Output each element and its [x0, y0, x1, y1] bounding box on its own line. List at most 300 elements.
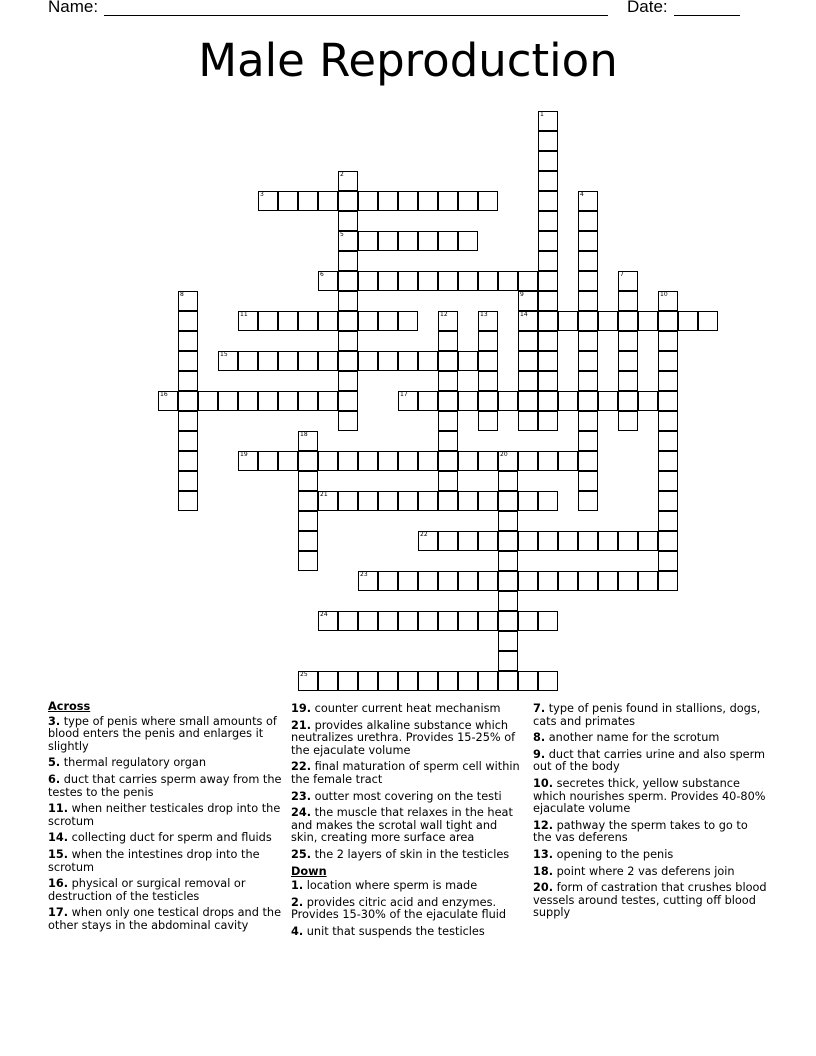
grid-cell[interactable] — [258, 351, 278, 371]
grid-cell[interactable] — [398, 191, 418, 211]
grid-cell[interactable] — [658, 531, 678, 551]
grid-cell[interactable] — [618, 531, 638, 551]
grid-cell[interactable] — [518, 571, 538, 591]
grid-cell[interactable] — [458, 491, 478, 511]
grid-cell[interactable] — [618, 571, 638, 591]
grid-cell[interactable] — [318, 351, 338, 371]
grid-cell[interactable] — [498, 471, 518, 491]
grid-cell[interactable] — [318, 391, 338, 411]
grid-cell[interactable] — [518, 611, 538, 631]
clue-across-19: 19. counter current heat mechanism — [291, 702, 501, 715]
grid-cell[interactable] — [518, 331, 538, 351]
grid-cell[interactable] — [458, 531, 478, 551]
grid-cell[interactable] — [478, 451, 498, 471]
grid-cell[interactable] — [458, 571, 478, 591]
grid-cell[interactable] — [438, 471, 458, 491]
grid-cell[interactable] — [218, 391, 238, 411]
grid-cell[interactable] — [558, 391, 578, 411]
grid-cell[interactable] — [478, 531, 498, 551]
grid-cell[interactable] — [638, 531, 658, 551]
grid-cell[interactable] — [658, 411, 678, 431]
grid-cell[interactable] — [538, 291, 558, 311]
grid-cell[interactable] — [318, 451, 338, 471]
grid-cell[interactable] — [478, 411, 498, 431]
grid-cell[interactable] — [618, 271, 638, 291]
grid-cell[interactable] — [378, 671, 398, 691]
grid-cell[interactable] — [478, 671, 498, 691]
name-label: Name: — [48, 0, 99, 16]
grid-cell[interactable] — [438, 311, 458, 331]
grid-cell[interactable] — [578, 451, 598, 471]
grid-cell[interactable] — [538, 311, 558, 331]
grid-cell[interactable] — [298, 511, 318, 531]
grid-cell[interactable] — [518, 671, 538, 691]
grid-cell[interactable] — [438, 431, 458, 451]
grid-cell[interactable] — [378, 571, 398, 591]
grid-cell[interactable] — [538, 231, 558, 251]
grid-cell[interactable] — [578, 271, 598, 291]
grid-cell[interactable] — [538, 411, 558, 431]
date-line[interactable] — [674, 15, 740, 16]
grid-cell[interactable] — [278, 351, 298, 371]
grid-cell[interactable] — [278, 191, 298, 211]
grid-cell[interactable] — [378, 351, 398, 371]
grid-cell[interactable] — [478, 391, 498, 411]
page-title: Male Reproduction — [198, 34, 618, 87]
grid-cell[interactable] — [338, 491, 358, 511]
grid-cell[interactable] — [498, 391, 518, 411]
grid-cell[interactable] — [518, 411, 538, 431]
grid-cell[interactable] — [298, 391, 318, 411]
grid-cell[interactable] — [438, 271, 458, 291]
grid-cell[interactable] — [338, 331, 358, 351]
grid-cell[interactable] — [578, 491, 598, 511]
grid-cell[interactable] — [298, 451, 318, 471]
grid-cell[interactable] — [458, 191, 478, 211]
grid-cell[interactable] — [338, 391, 358, 411]
grid-cell[interactable] — [278, 311, 298, 331]
grid-cell[interactable] — [578, 471, 598, 491]
grid-cell[interactable] — [538, 171, 558, 191]
grid-cell[interactable] — [518, 391, 538, 411]
grid-cell[interactable] — [618, 331, 638, 351]
grid-cell[interactable] — [638, 571, 658, 591]
grid-cell[interactable] — [458, 271, 478, 291]
grid-cell[interactable] — [318, 191, 338, 211]
clue-number-label: 5 — [340, 231, 344, 238]
grid-cell[interactable] — [658, 431, 678, 451]
clue-across-14: 14. collecting duct for sperm and fluids — [48, 831, 272, 845]
grid-cell[interactable] — [178, 471, 198, 491]
grid-cell[interactable] — [178, 451, 198, 471]
grid-cell[interactable] — [638, 391, 658, 411]
clue-across-16: 16. physical or surgical removal or destruction of the testicles — [48, 877, 246, 903]
clue-across-5: 5. thermal regulatory organ — [48, 756, 207, 770]
clue-number-label: 14 — [520, 311, 528, 318]
grid-cell[interactable] — [458, 391, 478, 411]
grid-cell[interactable] — [418, 611, 438, 631]
grid-cell[interactable] — [618, 351, 638, 371]
grid-cell[interactable] — [618, 291, 638, 311]
across-heading: Across — [48, 700, 91, 713]
grid-cell[interactable] — [438, 331, 458, 351]
grid-cell[interactable] — [438, 371, 458, 391]
grid-cell[interactable] — [678, 311, 698, 331]
grid-cell[interactable] — [358, 311, 378, 331]
grid-cell[interactable] — [358, 571, 378, 591]
grid-cell[interactable] — [178, 311, 198, 331]
grid-cell[interactable] — [478, 611, 498, 631]
grid-cell[interactable] — [618, 371, 638, 391]
clue-down-9: 9. duct that carries urine and also sperm out of the body — [533, 747, 766, 774]
grid-cell[interactable] — [338, 311, 358, 331]
grid-cell[interactable] — [598, 531, 618, 551]
clue-across-24: 24. the muscle that relaxes in the heat and makes the scrotal wall tight and skin, creating more surface area — [291, 806, 513, 845]
grid-cell[interactable] — [378, 191, 398, 211]
clue-number-label: 19 — [240, 451, 248, 458]
grid-cell[interactable] — [438, 411, 458, 431]
grid-cell[interactable] — [418, 231, 438, 251]
grid-cell[interactable] — [578, 211, 598, 231]
clue-number-label: 8 — [180, 291, 184, 298]
grid-cell[interactable] — [458, 671, 478, 691]
grid-cell[interactable] — [538, 271, 558, 291]
clue-number-label: 2 — [340, 171, 344, 178]
grid-cell[interactable] — [478, 571, 498, 591]
grid-cell[interactable] — [398, 351, 418, 371]
grid-cell[interactable] — [338, 451, 358, 471]
grid-cell[interactable] — [658, 331, 678, 351]
grid-cell[interactable] — [458, 451, 478, 471]
grid-cell[interactable] — [618, 391, 638, 411]
clue-across-23: 23. outter most covering on the testi — [291, 789, 502, 803]
grid-cell[interactable] — [418, 491, 438, 511]
grid-cell[interactable] — [658, 571, 678, 591]
grid-cell[interactable] — [178, 491, 198, 511]
grid-cell[interactable] — [358, 451, 378, 471]
grid-cell[interactable] — [338, 611, 358, 631]
grid-cell[interactable] — [358, 231, 378, 251]
grid-cell[interactable] — [238, 351, 258, 371]
grid-cell[interactable] — [578, 251, 598, 271]
grid-cell[interactable] — [438, 611, 458, 631]
clue-number-label: 20 — [500, 451, 508, 458]
grid-cell[interactable] — [178, 431, 198, 451]
grid-cell[interactable] — [458, 351, 478, 371]
grid-cell[interactable] — [538, 111, 558, 131]
grid-cell[interactable] — [538, 251, 558, 271]
grid-cell[interactable] — [298, 311, 318, 331]
grid-cell[interactable] — [418, 531, 438, 551]
grid-cell[interactable] — [578, 311, 598, 331]
grid-cell[interactable] — [498, 551, 518, 571]
clue-number-label: 1 — [540, 111, 544, 118]
grid-cell[interactable] — [658, 371, 678, 391]
grid-cell[interactable] — [538, 451, 558, 471]
grid-cell[interactable] — [518, 351, 538, 371]
grid-cell[interactable] — [298, 531, 318, 551]
grid-cell[interactable] — [438, 531, 458, 551]
grid-cell[interactable] — [458, 611, 478, 631]
grid-cell[interactable] — [658, 391, 678, 411]
grid-cell[interactable] — [538, 351, 558, 371]
grid-cell[interactable] — [518, 271, 538, 291]
grid-cell[interactable] — [258, 311, 278, 331]
grid-cell[interactable] — [358, 671, 378, 691]
grid-cell[interactable] — [398, 311, 418, 331]
clue-number-label: 25 — [300, 671, 308, 678]
grid-cell[interactable] — [418, 671, 438, 691]
clue-number-label: 4 — [580, 191, 584, 198]
grid-cell[interactable] — [518, 531, 538, 551]
grid-cell[interactable] — [538, 191, 558, 211]
grid-cell[interactable] — [498, 671, 518, 691]
grid-cell[interactable] — [338, 291, 358, 311]
grid-cell[interactable] — [538, 331, 558, 351]
grid-cell[interactable] — [578, 331, 598, 351]
grid-cell[interactable] — [438, 491, 458, 511]
grid-cell[interactable] — [378, 231, 398, 251]
grid-cell[interactable] — [518, 371, 538, 391]
grid-cell[interactable] — [398, 231, 418, 251]
clue-number-label: 11 — [240, 311, 248, 318]
grid-cell[interactable] — [418, 191, 438, 211]
clue-number-label: 23 — [360, 571, 368, 578]
clue-column-1 — [48, 701, 284, 937]
grid-cell[interactable] — [238, 311, 258, 331]
grid-cell[interactable] — [258, 391, 278, 411]
grid-cell[interactable] — [298, 471, 318, 491]
grid-cell[interactable] — [578, 391, 598, 411]
grid-cell[interactable] — [538, 151, 558, 171]
grid-cell[interactable] — [178, 411, 198, 431]
grid-cell[interactable] — [378, 611, 398, 631]
grid-cell[interactable] — [518, 451, 538, 471]
grid-cell[interactable] — [338, 231, 358, 251]
grid-cell[interactable] — [318, 491, 338, 511]
grid-cell[interactable] — [218, 351, 238, 371]
clue-number-label: 17 — [400, 391, 408, 398]
grid-cell[interactable] — [398, 451, 418, 471]
grid-cell[interactable] — [498, 491, 518, 511]
grid-cell[interactable] — [338, 251, 358, 271]
grid-cell[interactable] — [518, 491, 538, 511]
grid-cell[interactable] — [578, 431, 598, 451]
clue-down-12: 12. pathway the sperm takes to go to the vas deferens — [533, 818, 748, 845]
grid-cell[interactable] — [298, 491, 318, 511]
grid-cell[interactable] — [178, 391, 198, 411]
grid-cell[interactable] — [538, 211, 558, 231]
clue-across-6: 6. duct that carries sperm away from the testes to the penis — [48, 772, 282, 799]
clue-number-label: 16 — [160, 391, 168, 398]
grid-cell[interactable] — [538, 571, 558, 591]
grid-cell[interactable] — [258, 451, 278, 471]
clue-down-1: 1. location where sperm is made — [291, 879, 478, 893]
clue-down-8: 8. another name for the scrotum — [533, 731, 720, 745]
grid-cell[interactable] — [398, 671, 418, 691]
grid-cell[interactable] — [558, 451, 578, 471]
name-line[interactable] — [104, 15, 608, 16]
grid-cell[interactable] — [578, 571, 598, 591]
grid-cell[interactable] — [438, 451, 458, 471]
grid-cell[interactable] — [358, 351, 378, 371]
grid-cell[interactable] — [618, 311, 638, 331]
grid-cell[interactable] — [558, 531, 578, 551]
grid-cell[interactable] — [278, 391, 298, 411]
grid-cell[interactable] — [378, 311, 398, 331]
grid-cell[interactable] — [378, 451, 398, 471]
grid-cell[interactable] — [658, 451, 678, 471]
clue-number-label: 15 — [220, 351, 228, 358]
grid-cell[interactable] — [178, 371, 198, 391]
grid-cell[interactable] — [178, 351, 198, 371]
grid-cell[interactable] — [258, 191, 278, 211]
grid-cell[interactable] — [418, 391, 438, 411]
grid-cell[interactable] — [438, 391, 458, 411]
clue-down-13: 13. opening to the penis — [533, 847, 674, 861]
grid-cell[interactable] — [578, 191, 598, 211]
grid-cell[interactable] — [318, 671, 338, 691]
grid-cell[interactable] — [498, 531, 518, 551]
grid-cell[interactable] — [178, 291, 198, 311]
grid-cell[interactable] — [538, 611, 558, 631]
grid-cell[interactable] — [298, 191, 318, 211]
grid-cell[interactable] — [538, 671, 558, 691]
down-heading: Down — [291, 864, 327, 878]
grid-cell[interactable] — [638, 311, 658, 331]
grid-cell[interactable] — [438, 671, 458, 691]
grid-cell[interactable] — [478, 331, 498, 351]
grid-cell[interactable] — [358, 611, 378, 631]
grid-cell[interactable] — [498, 631, 518, 651]
clue-across-22: 22. final maturation of sperm cell within the female tract — [291, 760, 520, 786]
grid-cell[interactable] — [658, 311, 678, 331]
grid-cell[interactable] — [178, 331, 198, 351]
grid-cell[interactable] — [698, 311, 718, 331]
grid-cell[interactable] — [478, 351, 498, 371]
grid-cell[interactable] — [338, 371, 358, 391]
grid-cell[interactable] — [538, 531, 558, 551]
clue-number-label: 22 — [420, 531, 428, 538]
grid-cell[interactable] — [498, 651, 518, 671]
grid-cell[interactable] — [298, 671, 318, 691]
grid-cell[interactable] — [478, 371, 498, 391]
grid-cell[interactable] — [438, 231, 458, 251]
grid-cell[interactable] — [198, 391, 218, 411]
grid-cell[interactable] — [578, 291, 598, 311]
grid-cell[interactable] — [658, 291, 678, 311]
grid-cell[interactable] — [238, 451, 258, 471]
grid-cell[interactable] — [658, 471, 678, 491]
grid-cell[interactable] — [478, 271, 498, 291]
clue-down-7: 7. type of penis found in stallions, dogs, cats and primates — [533, 702, 761, 728]
grid-cell[interactable] — [498, 511, 518, 531]
grid-cell[interactable] — [358, 491, 378, 511]
grid-cell[interactable] — [398, 611, 418, 631]
grid-cell[interactable] — [478, 191, 498, 211]
grid-cell[interactable] — [578, 531, 598, 551]
grid-cell[interactable] — [318, 311, 338, 331]
grid-cell[interactable] — [378, 491, 398, 511]
grid-cell[interactable] — [298, 431, 318, 451]
grid-cell[interactable] — [418, 571, 438, 591]
grid-cell[interactable] — [338, 671, 358, 691]
grid-cell[interactable] — [578, 411, 598, 431]
grid-cell[interactable] — [318, 271, 338, 291]
grid-cell[interactable] — [398, 391, 418, 411]
grid-cell[interactable] — [158, 391, 178, 411]
grid-cell[interactable] — [338, 211, 358, 231]
grid-cell[interactable] — [538, 131, 558, 151]
grid-cell[interactable] — [578, 231, 598, 251]
grid-cell[interactable] — [338, 271, 358, 291]
grid-cell[interactable] — [578, 371, 598, 391]
grid-cell[interactable] — [498, 271, 518, 291]
grid-cell[interactable] — [618, 411, 638, 431]
grid-cell[interactable] — [278, 451, 298, 471]
grid-cell[interactable] — [498, 591, 518, 611]
grid-cell[interactable] — [598, 571, 618, 591]
grid-cell[interactable] — [398, 491, 418, 511]
grid-cell[interactable] — [398, 571, 418, 591]
grid-cell[interactable] — [338, 171, 358, 191]
grid-cell[interactable] — [438, 351, 458, 371]
grid-cell[interactable] — [658, 511, 678, 531]
grid-cell[interactable] — [538, 491, 558, 511]
grid-cell[interactable] — [478, 491, 498, 511]
header-row — [48, 0, 768, 21]
grid-cell[interactable] — [418, 351, 438, 371]
grid-cell[interactable] — [338, 351, 358, 371]
grid-cell[interactable] — [478, 311, 498, 331]
clue-number-label: 21 — [320, 491, 328, 498]
grid-cell[interactable] — [518, 311, 538, 331]
grid-cell[interactable] — [578, 351, 598, 371]
grid-cell[interactable] — [598, 311, 618, 331]
grid-cell[interactable] — [338, 411, 358, 431]
grid-cell[interactable] — [598, 391, 618, 411]
grid-cell[interactable] — [298, 551, 318, 571]
grid-cell[interactable] — [358, 271, 378, 291]
grid-cell[interactable] — [378, 271, 398, 291]
grid-cell[interactable] — [538, 371, 558, 391]
grid-cell[interactable] — [538, 391, 558, 411]
grid-cell[interactable] — [518, 291, 538, 311]
grid-cell[interactable] — [358, 191, 378, 211]
grid-cell[interactable] — [458, 231, 478, 251]
grid-cell[interactable] — [498, 611, 518, 631]
grid-cell[interactable] — [338, 191, 358, 211]
grid-cell[interactable] — [498, 451, 518, 471]
grid-cell[interactable] — [558, 311, 578, 331]
clue-across-3: 3. type of penis where small amounts of blood enters the penis and enlarges it slightly — [48, 714, 277, 753]
grid-cell[interactable] — [658, 351, 678, 371]
clue-number-label: 10 — [660, 291, 668, 298]
grid-cell[interactable] — [438, 571, 458, 591]
grid-cell[interactable] — [498, 571, 518, 591]
grid-cell[interactable] — [318, 611, 338, 631]
grid-cell[interactable] — [658, 551, 678, 571]
grid-cell[interactable] — [238, 391, 258, 411]
grid-cell[interactable] — [558, 571, 578, 591]
grid-cell[interactable] — [438, 191, 458, 211]
clue-column-2 — [291, 703, 527, 943]
grid-cell[interactable] — [418, 271, 438, 291]
grid-cell[interactable] — [658, 491, 678, 511]
grid-cell[interactable] — [398, 271, 418, 291]
grid-cell[interactable] — [298, 351, 318, 371]
grid-cell[interactable] — [418, 451, 438, 471]
